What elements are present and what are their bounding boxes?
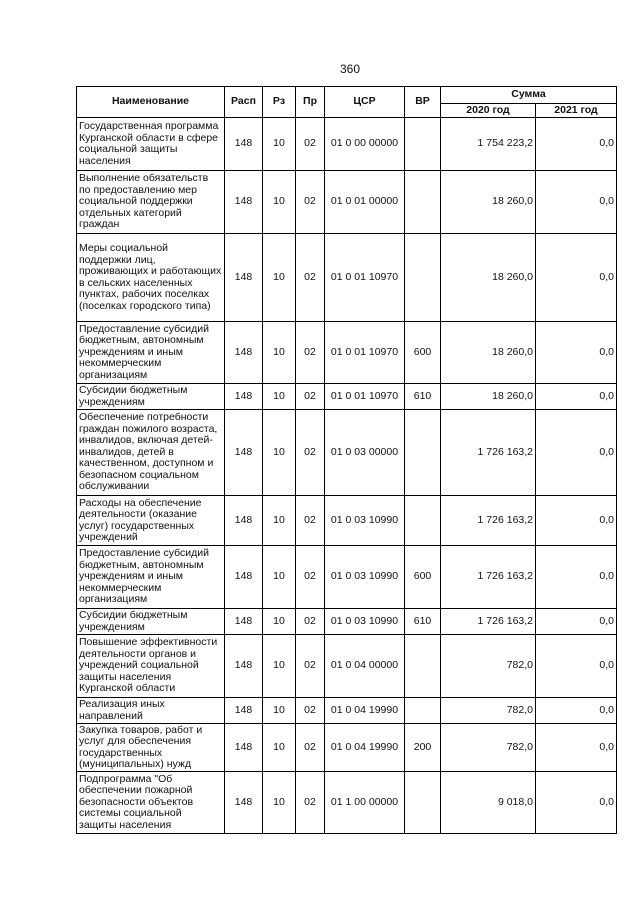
row-amount-2020: 9 018,0 bbox=[441, 772, 536, 834]
table-row bbox=[77, 322, 617, 384]
row-vr: 610 bbox=[405, 609, 441, 635]
row-vr bbox=[405, 698, 441, 724]
row-pr: 02 bbox=[296, 234, 325, 322]
row-pr: 02 bbox=[296, 546, 325, 609]
row-rz: 10 bbox=[263, 322, 296, 384]
row-name: Государственная программа Курганской области в сфере социальной защиты населения bbox=[77, 118, 225, 171]
table-row bbox=[77, 546, 617, 609]
row-amount-2021: 0,0 bbox=[536, 496, 617, 546]
table-row bbox=[77, 384, 617, 410]
row-rz: 10 bbox=[263, 234, 296, 322]
row-rasp: 148 bbox=[225, 609, 263, 635]
row-vr bbox=[405, 171, 441, 234]
row-pr: 02 bbox=[296, 609, 325, 635]
row-rz: 10 bbox=[263, 609, 296, 635]
row-amount-2021: 0,0 bbox=[536, 234, 617, 322]
table-row bbox=[77, 171, 617, 234]
table-row bbox=[77, 724, 617, 772]
row-amount-2021: 0,0 bbox=[536, 609, 617, 635]
table-body bbox=[77, 118, 617, 834]
row-rz: 10 bbox=[263, 171, 296, 234]
row-amount-2021: 0,0 bbox=[536, 635, 617, 698]
row-name: Меры социальной поддержки лиц, проживающих и работающих в сельских населенных пунктах, рабочих поселках (поселках городского типа) bbox=[77, 234, 225, 322]
row-rz: 10 bbox=[263, 118, 296, 171]
row-csr: 01 0 01 10970 bbox=[325, 322, 405, 384]
row-vr bbox=[405, 410, 441, 496]
row-rz: 10 bbox=[263, 698, 296, 724]
row-pr: 02 bbox=[296, 635, 325, 698]
row-rasp: 148 bbox=[225, 322, 263, 384]
row-amount-2021: 0,0 bbox=[536, 772, 617, 834]
row-amount-2021: 0,0 bbox=[536, 410, 617, 496]
row-csr: 01 0 03 10990 bbox=[325, 496, 405, 546]
row-rasp: 148 bbox=[225, 384, 263, 410]
row-amount-2020: 1 726 163,2 bbox=[441, 496, 536, 546]
row-rasp: 148 bbox=[225, 698, 263, 724]
table-row bbox=[77, 410, 617, 496]
row-name: Повышение эффективности деятельности органов и учреждений социальной защиты населения Курганской области bbox=[77, 635, 225, 698]
row-rasp: 148 bbox=[225, 724, 263, 772]
table-row bbox=[77, 496, 617, 546]
row-name: Предоставление субсидий бюджетным, автономным учреждениям и иным некоммерческим организациям bbox=[77, 546, 225, 609]
header-csr: ЦСР bbox=[325, 87, 405, 118]
row-name: Субсидии бюджетным учреждениям bbox=[77, 609, 225, 635]
header-rz: Рз bbox=[263, 87, 296, 118]
row-amount-2020: 1 726 163,2 bbox=[441, 410, 536, 496]
row-csr: 01 0 04 19990 bbox=[325, 698, 405, 724]
row-vr bbox=[405, 118, 441, 171]
row-csr: 01 0 03 00000 bbox=[325, 410, 405, 496]
row-amount-2021: 0,0 bbox=[536, 322, 617, 384]
row-csr: 01 0 03 10990 bbox=[325, 609, 405, 635]
row-rz: 10 bbox=[263, 496, 296, 546]
row-rasp: 148 bbox=[225, 772, 263, 834]
row-name: Предоставление субсидий бюджетным, автономным учреждениям и иным некоммерческим организациям bbox=[77, 322, 225, 384]
row-name: Расходы на обеспечение деятельности (оказание услуг) государственных учреждений bbox=[77, 496, 225, 546]
row-pr: 02 bbox=[296, 384, 325, 410]
row-amount-2021: 0,0 bbox=[536, 724, 617, 772]
row-pr: 02 bbox=[296, 772, 325, 834]
row-pr: 02 bbox=[296, 171, 325, 234]
row-vr bbox=[405, 635, 441, 698]
row-csr: 01 0 03 10990 bbox=[325, 546, 405, 609]
budget-table bbox=[76, 86, 617, 834]
table-row bbox=[77, 609, 617, 635]
table-row bbox=[77, 635, 617, 698]
row-pr: 02 bbox=[296, 496, 325, 546]
row-csr: 01 1 00 00000 bbox=[325, 772, 405, 834]
row-amount-2021: 0,0 bbox=[536, 546, 617, 609]
row-csr: 01 0 00 00000 bbox=[325, 118, 405, 171]
row-amount-2020: 18 260,0 bbox=[441, 171, 536, 234]
row-amount-2020: 18 260,0 bbox=[441, 322, 536, 384]
header-sum: Сумма bbox=[441, 87, 617, 104]
row-csr: 01 0 01 10970 bbox=[325, 234, 405, 322]
page-number: 360 bbox=[339, 62, 361, 76]
row-rasp: 148 bbox=[225, 546, 263, 609]
row-vr: 600 bbox=[405, 322, 441, 384]
row-amount-2020: 782,0 bbox=[441, 635, 536, 698]
row-rasp: 148 bbox=[225, 118, 263, 171]
table-row bbox=[77, 698, 617, 724]
row-csr: 01 0 04 19990 bbox=[325, 724, 405, 772]
row-csr: 01 0 01 10970 bbox=[325, 384, 405, 410]
row-pr: 02 bbox=[296, 118, 325, 171]
row-amount-2020: 782,0 bbox=[441, 698, 536, 724]
row-pr: 02 bbox=[296, 698, 325, 724]
row-rz: 10 bbox=[263, 772, 296, 834]
table-row bbox=[77, 772, 617, 834]
row-rasp: 148 bbox=[225, 171, 263, 234]
row-pr: 02 bbox=[296, 322, 325, 384]
row-vr: 200 bbox=[405, 724, 441, 772]
row-vr bbox=[405, 234, 441, 322]
header-rasp: Расп bbox=[225, 87, 263, 118]
header-name: Наименование bbox=[77, 87, 225, 118]
row-csr: 01 0 04 00000 bbox=[325, 635, 405, 698]
table-header-row bbox=[77, 87, 617, 104]
row-vr: 610 bbox=[405, 384, 441, 410]
row-amount-2021: 0,0 bbox=[536, 171, 617, 234]
row-amount-2020: 1 726 163,2 bbox=[441, 546, 536, 609]
row-vr bbox=[405, 772, 441, 834]
row-name: Закупка товаров, работ и услуг для обеспечения государственных (муниципальных) нужд bbox=[77, 724, 225, 772]
row-amount-2020: 18 260,0 bbox=[441, 384, 536, 410]
header-pr: Пр bbox=[296, 87, 325, 118]
row-pr: 02 bbox=[296, 410, 325, 496]
row-rz: 10 bbox=[263, 410, 296, 496]
row-rz: 10 bbox=[263, 384, 296, 410]
row-rasp: 148 bbox=[225, 410, 263, 496]
row-rz: 10 bbox=[263, 546, 296, 609]
row-amount-2021: 0,0 bbox=[536, 698, 617, 724]
table-row bbox=[77, 234, 617, 322]
row-name: Подпрограмма "Об обеспечении пожарной безопасности объектов системы социальной защиты населения bbox=[77, 772, 225, 834]
row-amount-2020: 18 260,0 bbox=[441, 234, 536, 322]
header-vr: ВР bbox=[405, 87, 441, 118]
row-csr: 01 0 01 00000 bbox=[325, 171, 405, 234]
row-pr: 02 bbox=[296, 724, 325, 772]
row-name: Обеспечение потребности граждан пожилого возраста, инвалидов, включая детей-инвалидов, детей в качественном, доступном и безопасном социальном обслуживании bbox=[77, 410, 225, 496]
row-amount-2021: 0,0 bbox=[536, 384, 617, 410]
row-amount-2020: 1 754 223,2 bbox=[441, 118, 536, 171]
row-vr bbox=[405, 496, 441, 546]
row-name: Реализация иных направлений bbox=[77, 698, 225, 724]
row-rz: 10 bbox=[263, 635, 296, 698]
row-rasp: 148 bbox=[225, 496, 263, 546]
row-amount-2020: 782,0 bbox=[441, 724, 536, 772]
table-row bbox=[77, 118, 617, 171]
header-2021: 2021 год bbox=[536, 104, 617, 118]
row-vr: 600 bbox=[405, 546, 441, 609]
row-rasp: 148 bbox=[225, 234, 263, 322]
row-amount-2020: 1 726 163,2 bbox=[441, 609, 536, 635]
row-amount-2021: 0,0 bbox=[536, 118, 617, 171]
row-name: Субсидии бюджетным учреждениям bbox=[77, 384, 225, 410]
row-rasp: 148 bbox=[225, 635, 263, 698]
header-2020: 2020 год bbox=[441, 104, 536, 118]
row-rz: 10 bbox=[263, 724, 296, 772]
row-name: Выполнение обязательств по предоставлению мер социальной поддержки отдельных категорий граждан bbox=[77, 171, 225, 234]
